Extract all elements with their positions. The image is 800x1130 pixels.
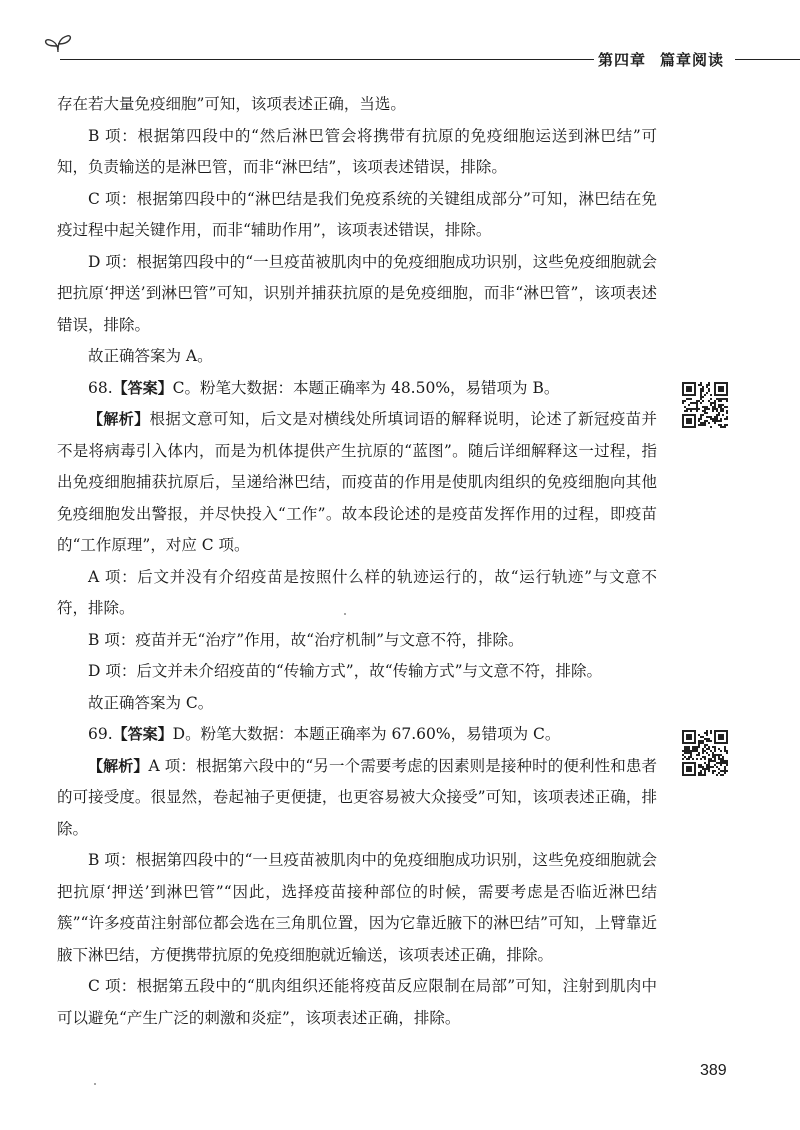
header-rule-right bbox=[735, 59, 800, 60]
paragraph: B 项：根据第四段中的“一旦疫苗被肌肉中的免疫细胞成功识别，这些免疫细胞就会把抗原‘押送’到淋巴管”“因此，选择疫苗接种部位的时候，需要考虑是否临近淋巴结簇”“许多疫苗注射部位都会选在三角肌位置，因为它靠近腋下的淋巴结”可知，上臂靠近腋下淋巴结，方便携带抗原的免疫细胞就近输送，该项表述正确，排除。 bbox=[57, 851, 657, 964]
chapter-number: 第四章 bbox=[598, 51, 647, 69]
paragraph: A 项：后文并没有介绍疫苗是按照什么样的轨迹运行的，故“运行轨迹”与文意不符，排除。 bbox=[57, 567, 657, 617]
paragraph: 存在若大量免疫细胞”可知，该项表述正确，当选。 bbox=[57, 95, 406, 113]
answer-tag: 【答案】 bbox=[112, 725, 173, 743]
page-header bbox=[0, 28, 800, 68]
paragraph: C 项：根据第五段中的“肌肉组织还能将疫苗反应限制在局部”可知，注射到肌肉中可以避免“产生广泛的刺激和炎症”，该项表述正确，排除。 bbox=[57, 977, 657, 1027]
paragraph: 故正确答案为 A。 bbox=[88, 347, 213, 365]
sprout-icon bbox=[44, 32, 72, 54]
answer-text: C。粉笔大数据：本题正确率为 48.50%，易错项为 B。 bbox=[172, 378, 560, 397]
qr-code-icon[interactable] bbox=[682, 730, 728, 776]
analysis-68 bbox=[57, 404, 657, 562]
page-body bbox=[57, 89, 657, 1034]
question-number: 69. bbox=[88, 725, 113, 743]
qr-code-icon[interactable] bbox=[682, 382, 728, 428]
paragraph: B 项：疫苗并无“治疗”作用，故“治疗机制”与文意不符，排除。 bbox=[88, 630, 524, 649]
answer-line-68 bbox=[57, 373, 657, 405]
question-number: 68. bbox=[88, 378, 113, 397]
answer-text: D。粉笔大数据：本题正确率为 67.60%，易错项为 C。 bbox=[172, 725, 561, 743]
analysis-tag: 【解析】 bbox=[88, 410, 150, 428]
analysis-69 bbox=[57, 751, 657, 846]
answer-tag: 【答案】 bbox=[112, 378, 173, 397]
paragraph: 故正确答案为 C。 bbox=[88, 693, 214, 712]
answer-line-69 bbox=[57, 719, 657, 751]
page-number: 389 bbox=[700, 1062, 727, 1079]
scan-speck bbox=[344, 613, 346, 615]
paragraph: D 项：后文并未介绍疫苗的“传输方式”，故“传输方式”与文意不符，排除。 bbox=[88, 662, 603, 680]
analysis-text: 根据文意可知，后文是对横线处所填词语的解释说明，论述了新冠疫苗并不是将病毒引入体内，而是为机体提供产生抗原的“蓝图”。随后详细解释这一过程，指出免疫细胞捕获抗原后，呈递给淋巴结，而疫苗的作用是使肌肉组织的免疫细胞向其他免疫细胞发出警报，并尽快投入“工作”。故本段论述的是疫苗发挥作用的过程，即疫苗的“工作原理”，对应 C 项。 bbox=[57, 410, 657, 554]
paragraph: D 项：根据第四段中的“一旦疫苗被肌肉中的免疫细胞成功识别，这些免疫细胞就会把抗原‘押送’到淋巴管”可知，识别并捕获抗原的是免疫细胞，而非“淋巴管”，该项表述错误，排除。 bbox=[57, 252, 657, 334]
analysis-text: A 项：根据第六段中的“另一个需要考虑的因素则是接种时的便利性和患者的可接受度。很显然，卷起袖子更便捷，也更容易被大众接受”可知，该项表述正确，排除。 bbox=[57, 756, 657, 838]
paragraph: C 项：根据第四段中的“淋巴结是我们免疫系统的关键组成部分”可知，淋巴结在免疫过程中起关键作用，而非“辅助作用”，该项表述错误，排除。 bbox=[57, 189, 657, 239]
section-title: 篇章阅读 bbox=[660, 51, 725, 69]
header-rule-left bbox=[60, 59, 594, 60]
chapter-title bbox=[598, 49, 724, 70]
scan-speck bbox=[94, 1083, 96, 1085]
paragraph: B 项：根据第四段中的“然后淋巴管会将携带有抗原的免疫细胞运送到淋巴结”可知，负责输送的是淋巴管，而非“淋巴结”，该项表述错误，排除。 bbox=[57, 126, 657, 176]
analysis-tag: 【解析】 bbox=[88, 756, 149, 775]
